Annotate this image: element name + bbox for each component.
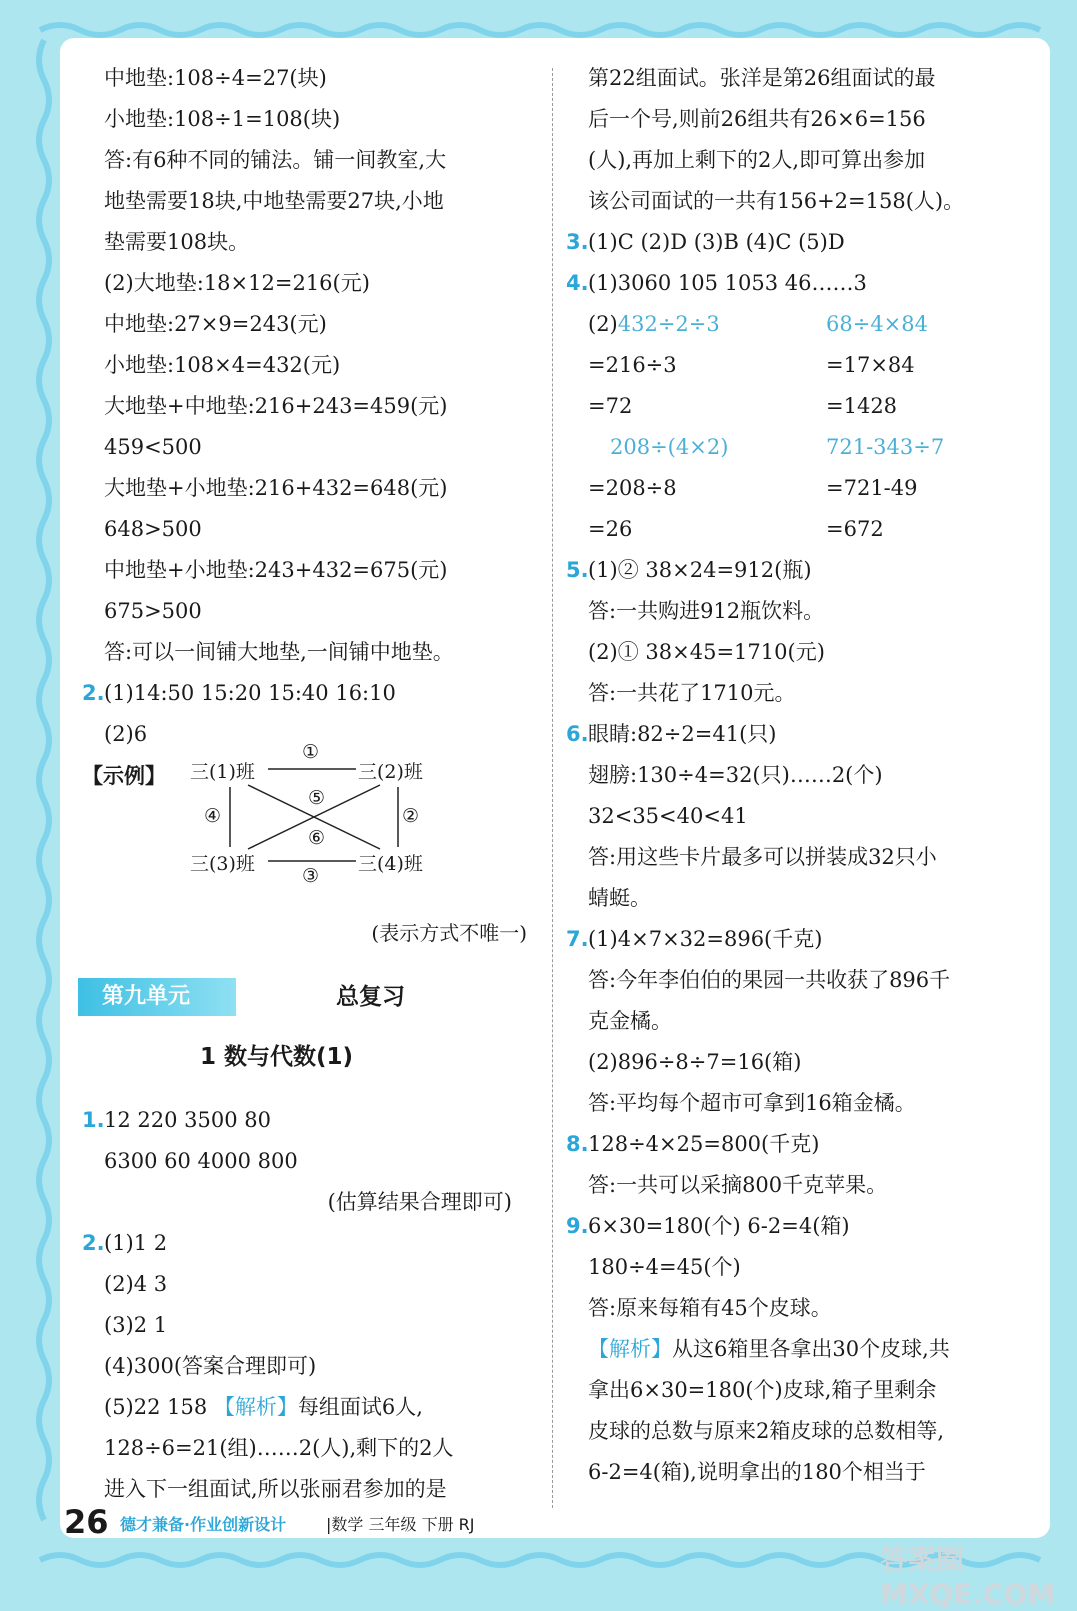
question-number: 2. <box>82 681 105 705</box>
text-line: (2)大地垫:18×12=216(元) <box>104 271 370 295</box>
text-line: 克金橘。 <box>588 1009 672 1033</box>
text-line: 128÷4×25=800(千克) <box>588 1132 820 1156</box>
text-line: 大地垫+小地垫:216+432=648(元) <box>104 476 448 500</box>
question-number: 3. <box>566 230 589 254</box>
column-divider <box>552 68 553 1508</box>
expression: 432÷2÷3 <box>617 312 720 336</box>
text-line: (人),再加上剩下的2人,即可算出参加 <box>588 148 926 172</box>
left-column-lower <box>82 1100 542 1510</box>
estimate-note: (估算结果合理即可) <box>327 1190 512 1214</box>
text-line: =721-49 <box>826 476 918 500</box>
text-line: (2)① 38×45=1710(元) <box>588 640 825 664</box>
text-line: (4)300(答案合理即可) <box>104 1354 317 1378</box>
text-line: 答:有6种不同的铺法。铺一间教室,大 <box>104 148 447 172</box>
match-marker: ① <box>302 741 320 763</box>
text-line: 蜻蜓。 <box>588 886 651 910</box>
text-line: (1)C (2)D (3)B (4)C (5)D <box>588 230 845 254</box>
text-line: =26 <box>588 517 633 541</box>
class-label: 三(3)班 <box>190 853 255 875</box>
text-line: 答:今年李伯伯的果园一共收获了896千 <box>588 968 951 992</box>
question-number: 6. <box>566 722 589 746</box>
page-number: 26 <box>64 1503 109 1541</box>
text-line: 6×30=180(个) 6-2=4(箱) <box>588 1214 850 1238</box>
text-line: 大地垫+中地垫:216+243=459(元) <box>104 394 448 418</box>
text-line: 6300 60 4000 800 <box>104 1149 298 1173</box>
text-line: 翅膀:130÷4=32(只)……2(个) <box>588 763 883 787</box>
text-line: 中地垫:108÷4=27(块) <box>104 66 327 90</box>
text-line: (5)22 158 <box>104 1395 214 1419</box>
expression: 68÷4×84 <box>826 312 928 336</box>
text-line: 648>500 <box>104 517 202 541</box>
text-line: (1)3060 105 1053 46……3 <box>588 271 867 295</box>
text-line: 每组面试6人, <box>297 1395 423 1419</box>
diagram-note: (表示方式不唯一) <box>371 921 527 945</box>
text-line: =216÷3 <box>588 353 677 377</box>
text-line: (2)896÷8÷7=16(箱) <box>588 1050 802 1074</box>
text-line: 该公司面试的一共有156+2=158(人)。 <box>588 189 965 213</box>
match-marker: ④ <box>204 805 222 827</box>
text-line: 180÷4=45(个) <box>588 1255 741 1279</box>
text-line: 小地垫:108×4=432(元) <box>104 353 341 377</box>
class-label: 三(2)班 <box>358 761 423 783</box>
text-line: 答:一共可以采摘800千克苹果。 <box>588 1173 888 1197</box>
text-line: 第22组面试。张洋是第26组面试的最 <box>588 66 936 90</box>
text-line: 32<35<40<41 <box>588 804 748 828</box>
text-line: 答:平均每个超市可拿到16箱金橘。 <box>588 1091 916 1115</box>
question-number: 5. <box>566 558 589 582</box>
text-line: (2)4 3 <box>104 1272 168 1296</box>
text-line: =17×84 <box>826 353 915 377</box>
text-line: 皮球的总数与原来2箱皮球的总数相等, <box>588 1419 945 1443</box>
text-line: 675>500 <box>104 599 202 623</box>
match-marker: ③ <box>302 865 320 887</box>
text-line: (2) <box>588 312 618 336</box>
question-number: 4. <box>566 271 589 295</box>
text-line: 12 220 3500 80 <box>104 1108 271 1132</box>
text-line: 垫需要108块。 <box>104 230 250 254</box>
text-line: 地垫需要18块,中地垫需要27块,小地 <box>104 189 444 213</box>
text-line: 答:可以一间铺大地垫,一间铺中地垫。 <box>104 640 454 664</box>
analysis-tag: 【解析】 <box>588 1337 672 1361</box>
text-line: 后一个号,则前26组共有26×6=156 <box>588 107 926 131</box>
unit-header <box>78 978 548 1018</box>
question-number: 1. <box>82 1108 105 1132</box>
match-schedule-diagram <box>180 735 440 895</box>
watermark-logo: 答案圈 MXQE.COM <box>880 1543 1056 1611</box>
book-brand: 德才兼备·作业创新设计 <box>120 1515 287 1534</box>
left-column <box>82 58 542 796</box>
text-line: (1)14:50 15:20 15:40 16:10 <box>104 681 396 705</box>
analysis-tag: 【解析】 <box>213 1395 298 1419</box>
text-line: (1)4×7×32=896(千克) <box>588 927 823 951</box>
text-line: 眼睛:82÷2=41(只) <box>588 722 777 746</box>
class-label: 三(4)班 <box>358 853 423 875</box>
question-number: 8. <box>566 1132 589 1156</box>
text-line: 拿出6×30=180(个)皮球,箱子里剩余 <box>588 1378 937 1402</box>
right-column <box>566 58 1036 1493</box>
question-number: 2. <box>82 1231 105 1255</box>
expression: 208÷(4×2) <box>610 435 729 459</box>
text-line: (3)2 1 <box>104 1313 168 1337</box>
text-line: 答:原来每箱有45个皮球。 <box>588 1296 832 1320</box>
text-line: 答:用这些卡片最多可以拼装成32只小 <box>588 845 937 869</box>
text-line: 小地垫:108÷1=108(块) <box>104 107 341 131</box>
match-marker: ⑥ <box>308 827 326 849</box>
unit-badge: 第九单元 <box>78 978 236 1016</box>
text-line: 6-2=4(箱),说明拿出的180个相当于 <box>588 1460 926 1484</box>
question-number: 9. <box>566 1214 589 1238</box>
match-marker: ⑤ <box>308 787 326 809</box>
text-line: =208÷8 <box>588 476 677 500</box>
text-line: (1)② 38×24=912(瓶) <box>588 558 812 582</box>
question-number: 7. <box>566 927 589 951</box>
text-line: 中地垫+小地垫:243+432=675(元) <box>104 558 448 582</box>
text-line: =672 <box>826 517 884 541</box>
match-marker: ② <box>402 805 420 827</box>
section-title: 1 数与代数(1) <box>200 1044 354 1070</box>
text-line: 答:一共购进912瓶饮料。 <box>588 599 825 623</box>
class-label: 三(1)班 <box>190 761 255 783</box>
text-line: =72 <box>588 394 633 418</box>
text-line: 128÷6=21(组)……2(人),剩下的2人 <box>104 1436 454 1460</box>
text-line: 中地垫:27×9=243(元) <box>104 312 327 336</box>
book-subject: |数学 三年级 下册 RJ <box>326 1515 475 1534</box>
unit-title: 总复习 <box>336 984 405 1010</box>
example-tag: 【示例】 <box>82 763 166 788</box>
expression: 721-343÷7 <box>826 435 945 459</box>
text-line: 从这6箱里各拿出30个皮球,共 <box>672 1337 950 1361</box>
text-line: =1428 <box>826 394 898 418</box>
text-line: (2)6 <box>104 722 148 746</box>
text-line: 答:一共花了1710元。 <box>588 681 796 705</box>
text-line: 进入下一组面试,所以张丽君参加的是 <box>104 1477 447 1501</box>
text-line: (1)1 2 <box>104 1231 168 1255</box>
text-line: 459<500 <box>104 435 202 459</box>
